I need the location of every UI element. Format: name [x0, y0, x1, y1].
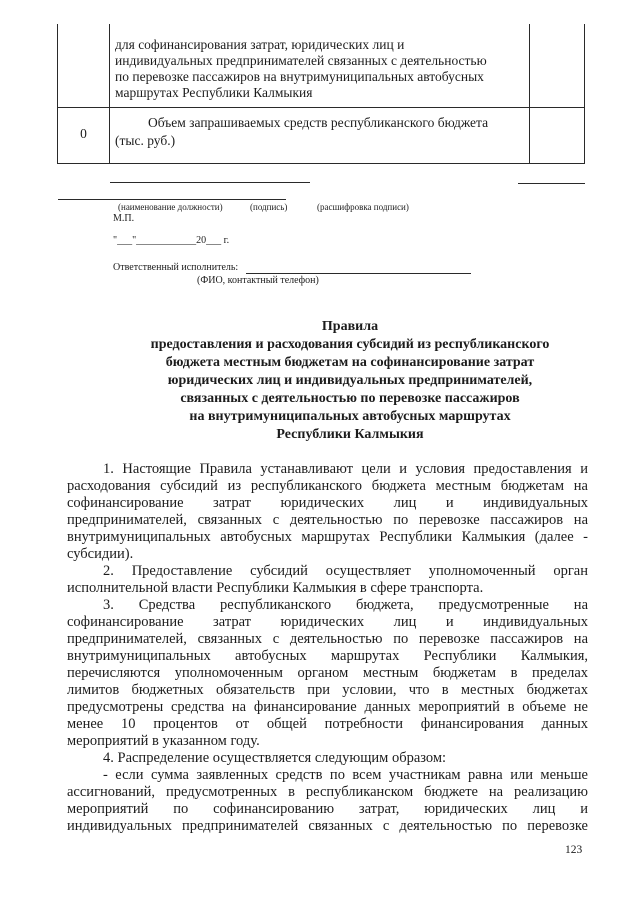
paragraph-line: - если сумма заявленных средств по всем участникам равна или меньше [103, 767, 588, 783]
title-line: связанных с деятельностью по перевозке пассажиров [180, 391, 520, 406]
executor-hint: (ФИО, контактный телефон) [197, 275, 319, 286]
paragraph-line: 1. Настоящие Правила устанавливают цели и условия предоставления и [103, 461, 588, 477]
decode-caption: (расшифровка подписи) [317, 202, 409, 212]
cell-line: маршрутах Республики Калмыкия [115, 85, 313, 100]
paragraph-line: исполнительной власти Республики Калмыкия в сфере транспорта. [67, 580, 484, 596]
title-line: Республики Калмыкия [276, 427, 424, 442]
paragraph-line: софинансирование затрат юридических лиц и индивидуальных [67, 495, 588, 511]
paragraph-line: субсидии). [67, 546, 134, 562]
page-number: 123 [565, 844, 583, 856]
paragraph-line: предусмотрены средства на финансирование данных мероприятий в объеме не [67, 699, 588, 715]
paragraph-line: перечисляются уполномоченным органом местным бюджетам в пределах [67, 665, 588, 681]
paragraph-line: 4. Распределение осуществляется следующим образом: [103, 750, 447, 766]
cell-line: индивидуальных предпринимателей связанных с деятельностью [115, 53, 487, 68]
signature-line [110, 182, 310, 183]
cell-line: Объем запрашиваемых средств республиканского бюджета [148, 115, 489, 130]
title-line: Правила [321, 319, 379, 334]
paragraph-line: 2. Предоставление субсидий осуществляет уполномоченный орган [103, 563, 588, 579]
row-description-cell [110, 108, 530, 163]
row-value-cell [530, 108, 584, 163]
paragraph-line: внутримуниципальных автобусных маршрутах Республики Калмыкия, [67, 648, 588, 664]
paragraph-line: лимитов бюджетных обязательств при условии, что в местных бюджетах [67, 682, 588, 698]
stamp-place: М.П. [113, 213, 135, 224]
paragraph-line: мероприятий по софинансированию затрат, юридических лиц и [67, 801, 588, 817]
paragraph-line: 3. Средства республиканского бюджета, предусмотренные на [103, 597, 588, 613]
row-number-cell [58, 24, 110, 107]
paragraph-line: софинансирование затрат юридических лиц и индивидуальных [67, 614, 588, 630]
cell-line: по перевозке пассажиров на внутримуниципальных автобусных [115, 69, 484, 84]
position-caption: (наименование должности) [118, 202, 223, 212]
title-line: бюджета местным бюджетам на софинансирование затрат [165, 355, 535, 370]
paragraph-line: внутримуниципальных автобусных маршрутах Республики Калмыкия (далее - [67, 529, 588, 545]
paragraph-line: предпринимателей, связанных с деятельностью по перевозке пассажиров на [67, 512, 588, 528]
sign-caption: (подпись) [250, 202, 288, 212]
row-value-cell [530, 24, 584, 107]
paragraph-line: мероприятий в указанном году. [67, 733, 260, 749]
signature-line [58, 199, 286, 200]
rules-body [67, 461, 588, 835]
table-row [58, 108, 584, 164]
signature-line [518, 183, 585, 184]
rules-title [112, 318, 588, 444]
title-line: на внутримуниципальных автобусных маршрутах [189, 409, 511, 424]
date-field: "___"____________20___ г. [113, 235, 230, 246]
title-line: юридических лиц и индивидуальных предпринимателей, [167, 373, 533, 388]
row-description-cell [110, 24, 530, 107]
paragraph-line: индивидуальных предпринимателей связанных с деятельностью по перевозке [67, 818, 588, 834]
title-line: предоставления и расходования субсидий из республиканского [150, 337, 550, 352]
executor-line [246, 273, 471, 274]
cell-line: для софинансирования затрат, юридических лиц и [115, 37, 405, 52]
request-table [57, 24, 585, 164]
row-number-cell: 0 [58, 108, 110, 163]
cell-line: (тыс. руб.) [115, 133, 176, 148]
table-row [58, 24, 584, 108]
paragraph-line: предпринимателей, связанных с деятельностью по перевозке пассажиров на [67, 631, 588, 647]
paragraph-line: менее 10 процентов от общей потребности финансирования данных [67, 716, 588, 732]
paragraph-line: ассигнований, предусмотренных в республиканском бюджете на реализацию [67, 784, 588, 800]
executor-label: Ответственный исполнитель: [113, 262, 239, 273]
paragraph-line: расходования субсидий из республиканского бюджета местным бюджетам на [67, 478, 588, 494]
